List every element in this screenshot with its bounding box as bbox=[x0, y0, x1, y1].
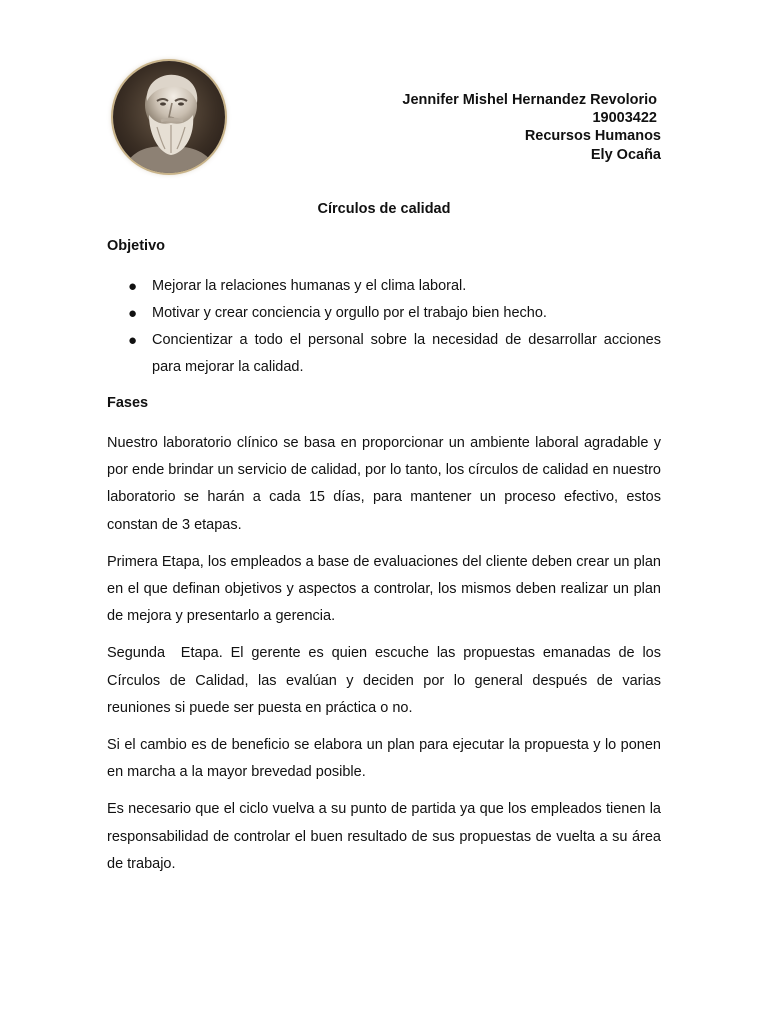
document-body bbox=[107, 236, 666, 878]
author-name: Jennifer Mishel Hernandez Revolorio bbox=[402, 92, 657, 108]
instructor-name: Ely Ocaña bbox=[590, 146, 661, 163]
list-item-text: Mejorar la relaciones humanas y el clima laboral. bbox=[152, 278, 467, 294]
paragraph: Es necesario que el ciclo vuelva a su punto de partida ya que los empleados tienen la responsabilidad de controlar el buen resultado de sus propuestas de vuelta a su área de trabajo. bbox=[107, 801, 661, 872]
list-item bbox=[107, 327, 661, 381]
list-item-text: Motivar y crear conciencia y orgullo por el trabajo bien hecho. bbox=[152, 305, 547, 321]
phases-heading: Fases bbox=[107, 395, 149, 411]
bullet-icon: ● bbox=[128, 278, 138, 295]
paragraph: Si el cambio es de beneficio se elabora un plan para ejecutar la propuesta y lo ponen en marcha a la mayor brevedad posible. bbox=[107, 737, 661, 781]
list-item-text: Concientizar a todo el personal sobre la necesidad de desarrollar acciones para mejorar la calidad. bbox=[152, 332, 661, 375]
document-title: Círculos de calidad bbox=[317, 201, 451, 217]
list-item bbox=[107, 300, 661, 327]
objective-heading: Objetivo bbox=[107, 238, 166, 254]
objective-list bbox=[107, 273, 661, 381]
student-id: 19003422 bbox=[592, 110, 657, 127]
bullet-icon: ● bbox=[128, 305, 138, 322]
list-item bbox=[107, 273, 661, 300]
bust-portrait-icon bbox=[113, 61, 225, 173]
bullet-icon: ● bbox=[128, 332, 138, 349]
paragraph: Segunda Etapa. El gerente es quien escuche las propuestas emanadas de los Círculos de Calidad, las evalúan y deciden por lo general después de varias reuniones si puede ser puesta en práctica o no. bbox=[107, 645, 666, 716]
paragraph: Primera Etapa, los empleados a base de evaluaciones del cliente deben crear un plan en el que definan objetivos y aspectos a controlar, los mismos deben realizar un plan de mejora y presentarlo a gerencia. bbox=[107, 553, 661, 625]
course-name: Recursos Humanos bbox=[524, 128, 661, 145]
author-header bbox=[402, 91, 661, 164]
paragraph: Nuestro laboratorio clínico se basa en proporcionar un ambiente laboral agradable y por ende brindar un servicio de calidad, por lo tanto, los círculos de calidad en nuestro laboratorio se harán a cada 15 días, para mantener un proceso efectivo, estos constan de 3 etapas. bbox=[107, 435, 661, 533]
